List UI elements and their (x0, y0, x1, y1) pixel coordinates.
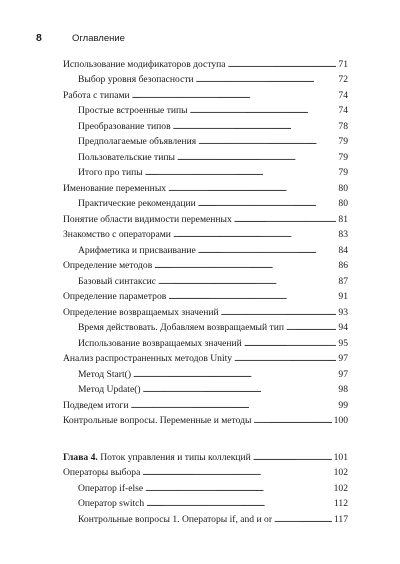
toc-page-number: 97 (338, 353, 348, 364)
leader-dots (131, 400, 337, 411)
toc-entry[interactable]: Контрольные вопросы 1. Операторы if, and и or . . . 117 (63, 511, 348, 527)
leader-dots (168, 291, 336, 302)
toc-entry[interactable]: Предполагаемые объявления . . . 79 (63, 134, 348, 150)
toc-entry[interactable]: Базовый синтаксис . . . 87 (63, 273, 348, 289)
leader-dots (145, 483, 331, 494)
toc-page-number: 94 (338, 322, 348, 333)
toc-entry[interactable]: Контрольные вопросы. Переменные и методы . . . 100 (63, 413, 348, 429)
leader-dots (234, 214, 337, 225)
toc-page-number: 91 (338, 291, 348, 302)
toc-page-number: 112 (333, 498, 348, 509)
toc-page-number: 72 (338, 74, 348, 85)
toc-page-number: 102 (333, 467, 348, 478)
toc-entry[interactable]: Время действовать. Добавляем возвращаемый тип . . . 94 (63, 320, 348, 336)
leader-dots (253, 452, 332, 463)
toc-entry[interactable]: Итого про типы . . . 79 (63, 165, 348, 181)
leader-dots (173, 229, 336, 240)
toc-entry[interactable]: Оператор if-else . . . 102 (63, 480, 348, 496)
toc-entry[interactable]: Работа с типами . . . 74 (63, 87, 348, 103)
toc-page-number: 93 (338, 306, 348, 318)
toc-entry[interactable]: Пользовательские типы . . . 79 (63, 149, 348, 165)
leader-dots (234, 353, 336, 364)
toc-page-number: 99 (338, 399, 348, 411)
toc-entry[interactable]: Простые встроенные типы . . . 74 (63, 103, 348, 119)
toc-page-number: 97 (338, 368, 348, 380)
leader-dots (286, 322, 336, 333)
page-number: 8 (36, 32, 42, 44)
toc-page-number: 80 (338, 182, 348, 194)
table-of-contents (63, 56, 348, 527)
toc-entry[interactable]: Использование возвращаемых значений . . . 95 (63, 335, 348, 351)
toc-entry[interactable]: Именование переменных . . . 80 (63, 180, 348, 196)
leader-dots (142, 467, 331, 478)
toc-page-number: 83 (338, 229, 348, 240)
toc-page-number: 117 (333, 513, 348, 525)
toc-page-number: 79 (338, 136, 348, 147)
toc-page-number: 81 (338, 213, 348, 225)
toc-entry[interactable]: Определение методов . . . 86 (63, 258, 348, 274)
leader-dots (177, 152, 336, 163)
toc-entry[interactable]: Анализ распространенных методов Unity . . . 97 (63, 351, 348, 367)
toc-page-number: 87 (338, 275, 348, 287)
toc-entry[interactable]: Оператор switch . . . 112 (63, 496, 348, 512)
toc-entry[interactable]: Определение параметров . . . 91 (63, 289, 348, 305)
leader-dots (198, 136, 336, 147)
toc-entry[interactable]: Практические рекомендации . . . 80 (63, 196, 348, 212)
toc-page-number: 95 (338, 337, 348, 349)
toc-page-number: 101 (333, 451, 348, 463)
leader-dots (198, 245, 337, 256)
toc-page-number: 102 (333, 482, 348, 494)
chapter-title: Поток управления и типы коллекций (100, 451, 251, 463)
toc-page-number: 71 (338, 58, 348, 70)
toc-entry[interactable]: Выбор уровня безопасности . . . 72 (63, 72, 348, 88)
toc-page-number: 74 (338, 105, 348, 116)
toc-page-number: 79 (338, 151, 348, 163)
leader-dots (154, 260, 336, 271)
toc-page-number: 98 (338, 384, 348, 395)
leader-dots (190, 105, 337, 116)
leader-dots (145, 167, 337, 178)
leader-dots (173, 121, 337, 132)
toc-entry[interactable]: Подведем итоги . . . 99 (63, 397, 348, 413)
leader-dots (244, 338, 337, 349)
leader-dots (146, 498, 332, 509)
toc-entry[interactable]: Понятие области видимости переменных . . . 81 (63, 211, 348, 227)
running-header-title: Оглавление (72, 33, 125, 44)
toc-entry[interactable]: Преобразование типов . . . 78 (63, 118, 348, 134)
page-header (36, 32, 366, 48)
toc-entry[interactable]: Использование модификаторов доступа . . . 71 (63, 56, 348, 72)
toc-page-number: 100 (333, 415, 348, 426)
toc-page-number: 80 (338, 198, 348, 209)
toc-page-number: 86 (338, 260, 348, 271)
toc-entry[interactable]: Метод Start() . . . 97 (63, 366, 348, 382)
leader-dots (198, 198, 337, 209)
toc-entry[interactable]: Арифметика и присваивание . . . 84 (63, 242, 348, 258)
leader-dots (143, 384, 337, 395)
leader-dots (274, 514, 332, 525)
section-gap (63, 428, 348, 449)
toc-entry[interactable]: Метод Update() . . . 98 (63, 382, 348, 398)
leader-dots (221, 307, 337, 318)
toc-entry[interactable]: Операторы выбора . . . 102 (63, 465, 348, 481)
toc-chapter-entry[interactable] (63, 449, 348, 465)
toc-page-number: 74 (338, 89, 348, 101)
leader-dots (228, 59, 337, 70)
leader-dots (158, 276, 336, 287)
chapter-label: Глава 4. (63, 451, 98, 463)
toc-page-number: 78 (338, 120, 348, 132)
leader-dots (132, 90, 337, 101)
leader-dots (168, 183, 336, 194)
toc-page-number: 79 (338, 167, 348, 178)
leader-dots (133, 369, 336, 380)
toc-entry[interactable]: Определение возвращаемых значений . . . 93 (63, 304, 348, 320)
leader-dots (196, 74, 337, 85)
leader-dots (253, 415, 331, 426)
toc-entry[interactable]: Знакомство с операторами . . . 83 (63, 227, 348, 243)
toc-page-number: 84 (338, 244, 348, 256)
